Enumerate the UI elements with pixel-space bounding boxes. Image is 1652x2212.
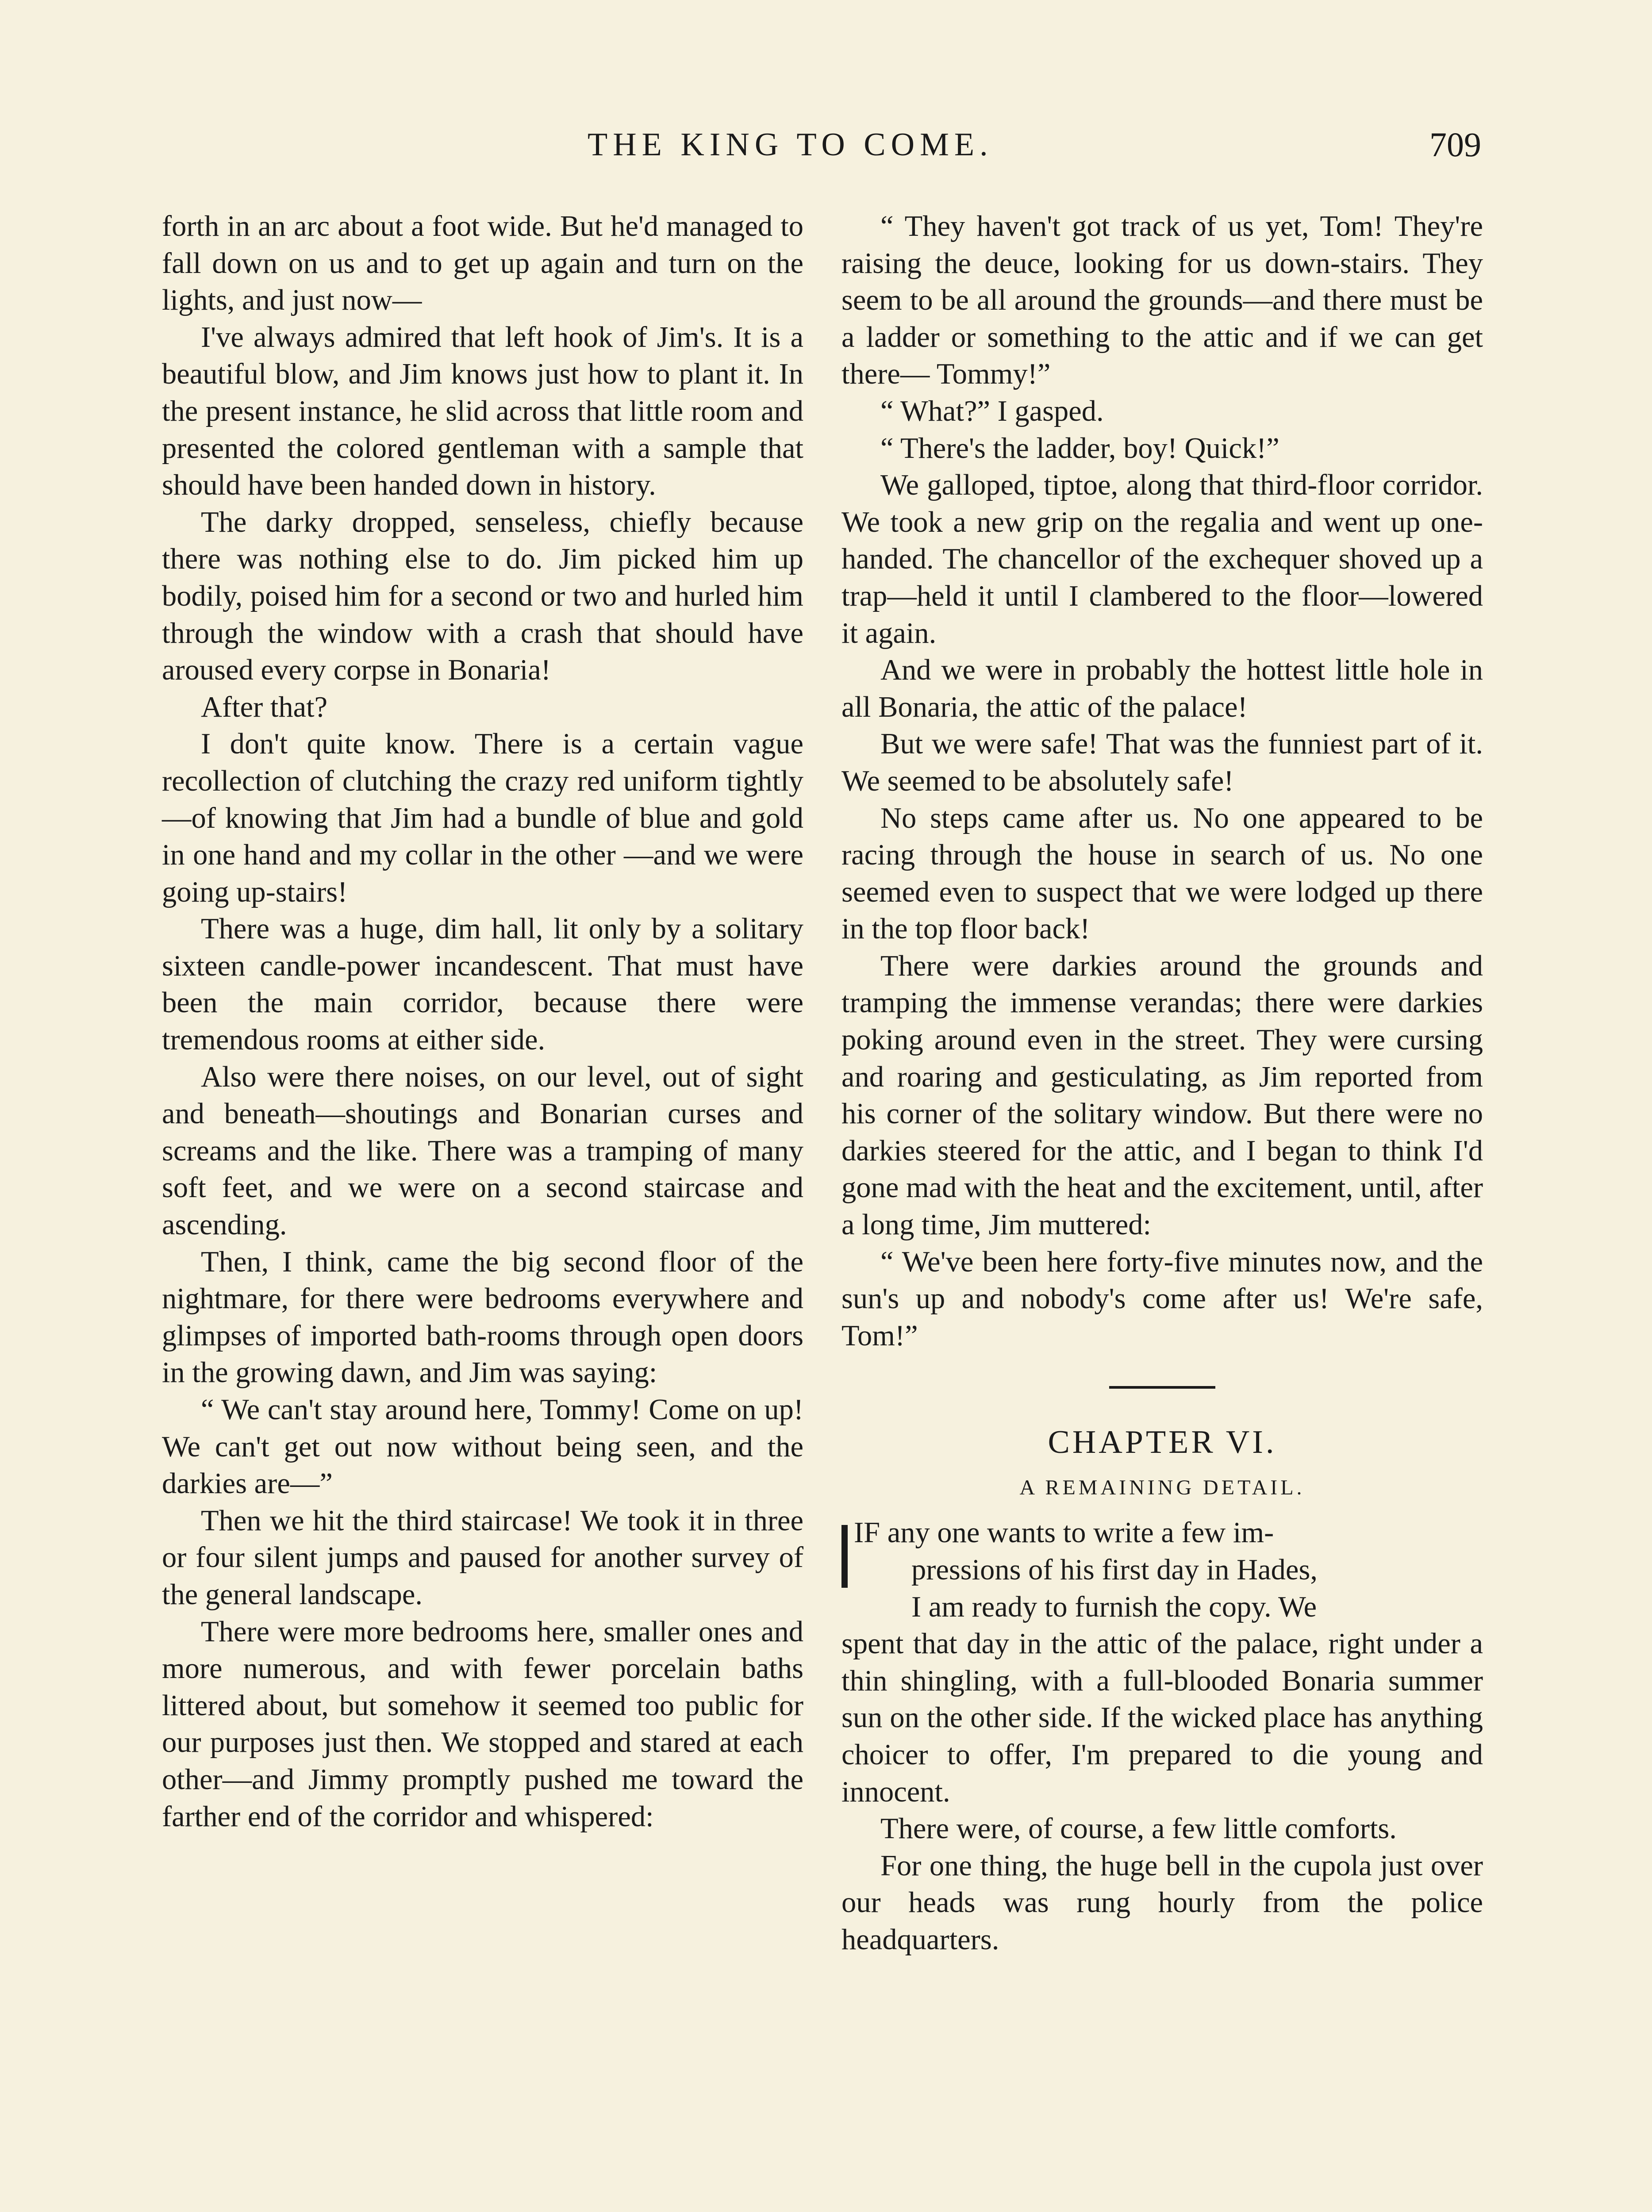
right-column [841, 208, 1483, 1959]
section-divider [1109, 1386, 1215, 1389]
paragraph: For one thing, the huge bell in the cupola just over our heads was rung hourly from the police headquarters. [841, 1849, 1483, 1956]
paragraph: Then, I think, came the big second floor of the nightmare, for there were bedrooms everywhere and glimpses of imported bath-rooms through open doors in the growing dawn, and Jim was saying: [162, 1245, 803, 1389]
paragraph: forth in an arc about a foot wide. But he'd managed to fall down on us and to get up again and turn on the lights, and just now— [162, 210, 803, 317]
paragraph: “ They haven't got track of us yet, Tom! They're raising the deuce, looking for us down-stairs. They seem to be all around the grounds—and there must be a ladder or something to the attic and if we can get there— Tommy!” [841, 210, 1483, 391]
paragraph: I've always admired that left hook of Jim's. It is a beautiful blow, and Jim knows just how to plant it. In the present instance, he slid across that little room and presented the colored gentleman with a sample that should have been handed down in history. [162, 321, 803, 502]
left-column [162, 208, 803, 1835]
chapter-subtitle: A REMAINING DETAIL. [1019, 1476, 1305, 1500]
paragraph: “ There's the ladder, boy! Quick!” [880, 432, 1279, 465]
paragraph: There were darkies around the grounds and tramping the immense verandas; there were darkies poking around even in the street. They were cursing and roaring and gesticulating, as Jim reported from his corner of the solitary window. But there were no darkies steered for the attic, and I began to think I'd gone mad with the heat and the excitement, until, after a long time, Jim muttered: [841, 949, 1483, 1241]
paragraph: I don't quite know. There is a certain vague recollection of clutching the crazy red uniform tightly—of knowing that Jim had a bundle of blue and gold in one hand and my collar in the other —and we were going up-stairs! [162, 728, 803, 908]
paragraph: “ What?” I gasped. [880, 395, 1104, 427]
dropcap-ornament [841, 1525, 848, 1588]
paragraph: After that? [201, 691, 328, 723]
page-header [163, 120, 1481, 169]
paragraph: There were more bedrooms here, smaller ones and more numerous, and with fewer porcelain baths littered about, but somehow it seemed too public for our purposes just then. We stopped and stared at each other—and Jimmy promptly pushed me toward the farther end of the corridor and whispered: [162, 1615, 803, 1833]
paragraph: There was a huge, dim hall, lit only by a solitary sixteen candle-power incandescent. That must have been the main corridor, because there were tremendous rooms at either side. [162, 913, 803, 1056]
dropcap-line: I am ready to furnish the copy. We [911, 1590, 1317, 1623]
page-number: 709 [1429, 125, 1481, 164]
paragraph: “ We can't stay around here, Tommy! Come on up! We can't get out now without being seen, and the darkies are—” [162, 1394, 803, 1500]
paragraph-text: spent that day in the attic of the palace, right under a thin shingling, with a full-blooded Bonaria summer sun on the other side. If the wicked place has anything choicer to offer, I'm prepared to die young and innocent. [841, 1628, 1483, 1808]
dropcap-line: IF any one wants to write a few im- [854, 1517, 1274, 1549]
dropcap-line: pressions of his first day in Hades, [911, 1554, 1318, 1586]
paragraph: No steps came after us. No one appeared to be racing through the house in search of us. No one seemed even to suspect that we were lodged up there in the top floor back! [841, 802, 1483, 945]
paragraph: The darky dropped, senseless, chiefly because there was nothing else to do. Jim picked him up bodily, poised him for a second or two and hurled him through the window with a crash that should have aroused every corpse in Bonaria! [162, 506, 803, 687]
paragraph: But we were safe! That was the funniest part of it. We seemed to be absolutely safe! [841, 728, 1483, 797]
paragraph: There were, of course, a few little comforts. [880, 1813, 1397, 1845]
paragraph: Then we hit the third staircase! We took it in three or four silent jumps and paused for another survey of the general landscape. [162, 1504, 803, 1611]
paragraph: Also were there noises, on our level, out of sight and beneath—shoutings and Bonarian curses and screams and the like. There was a tramping of many soft feet, and we were on a second staircase and ascending. [162, 1060, 803, 1241]
paragraph: And we were in probably the hottest little hole in all Bonaria, the attic of the palace! [841, 654, 1483, 723]
chapter-title: CHAPTER VI. [1048, 1424, 1277, 1461]
chapter-opening-paragraph [841, 1514, 1483, 1810]
running-head: THE KING TO COME. [588, 127, 993, 163]
paragraph: We galloped, tiptoe, along that third-floor corridor. We took a new grip on the regalia and went up one-handed. The chancellor of the exchequer shoved up a trap—held it until I clambered to the floor—lowered it again. [841, 469, 1483, 649]
paragraph: “ We've been here forty-five minutes now, and the sun's up and nobody's come after us! We're safe, Tom!” [841, 1245, 1483, 1352]
